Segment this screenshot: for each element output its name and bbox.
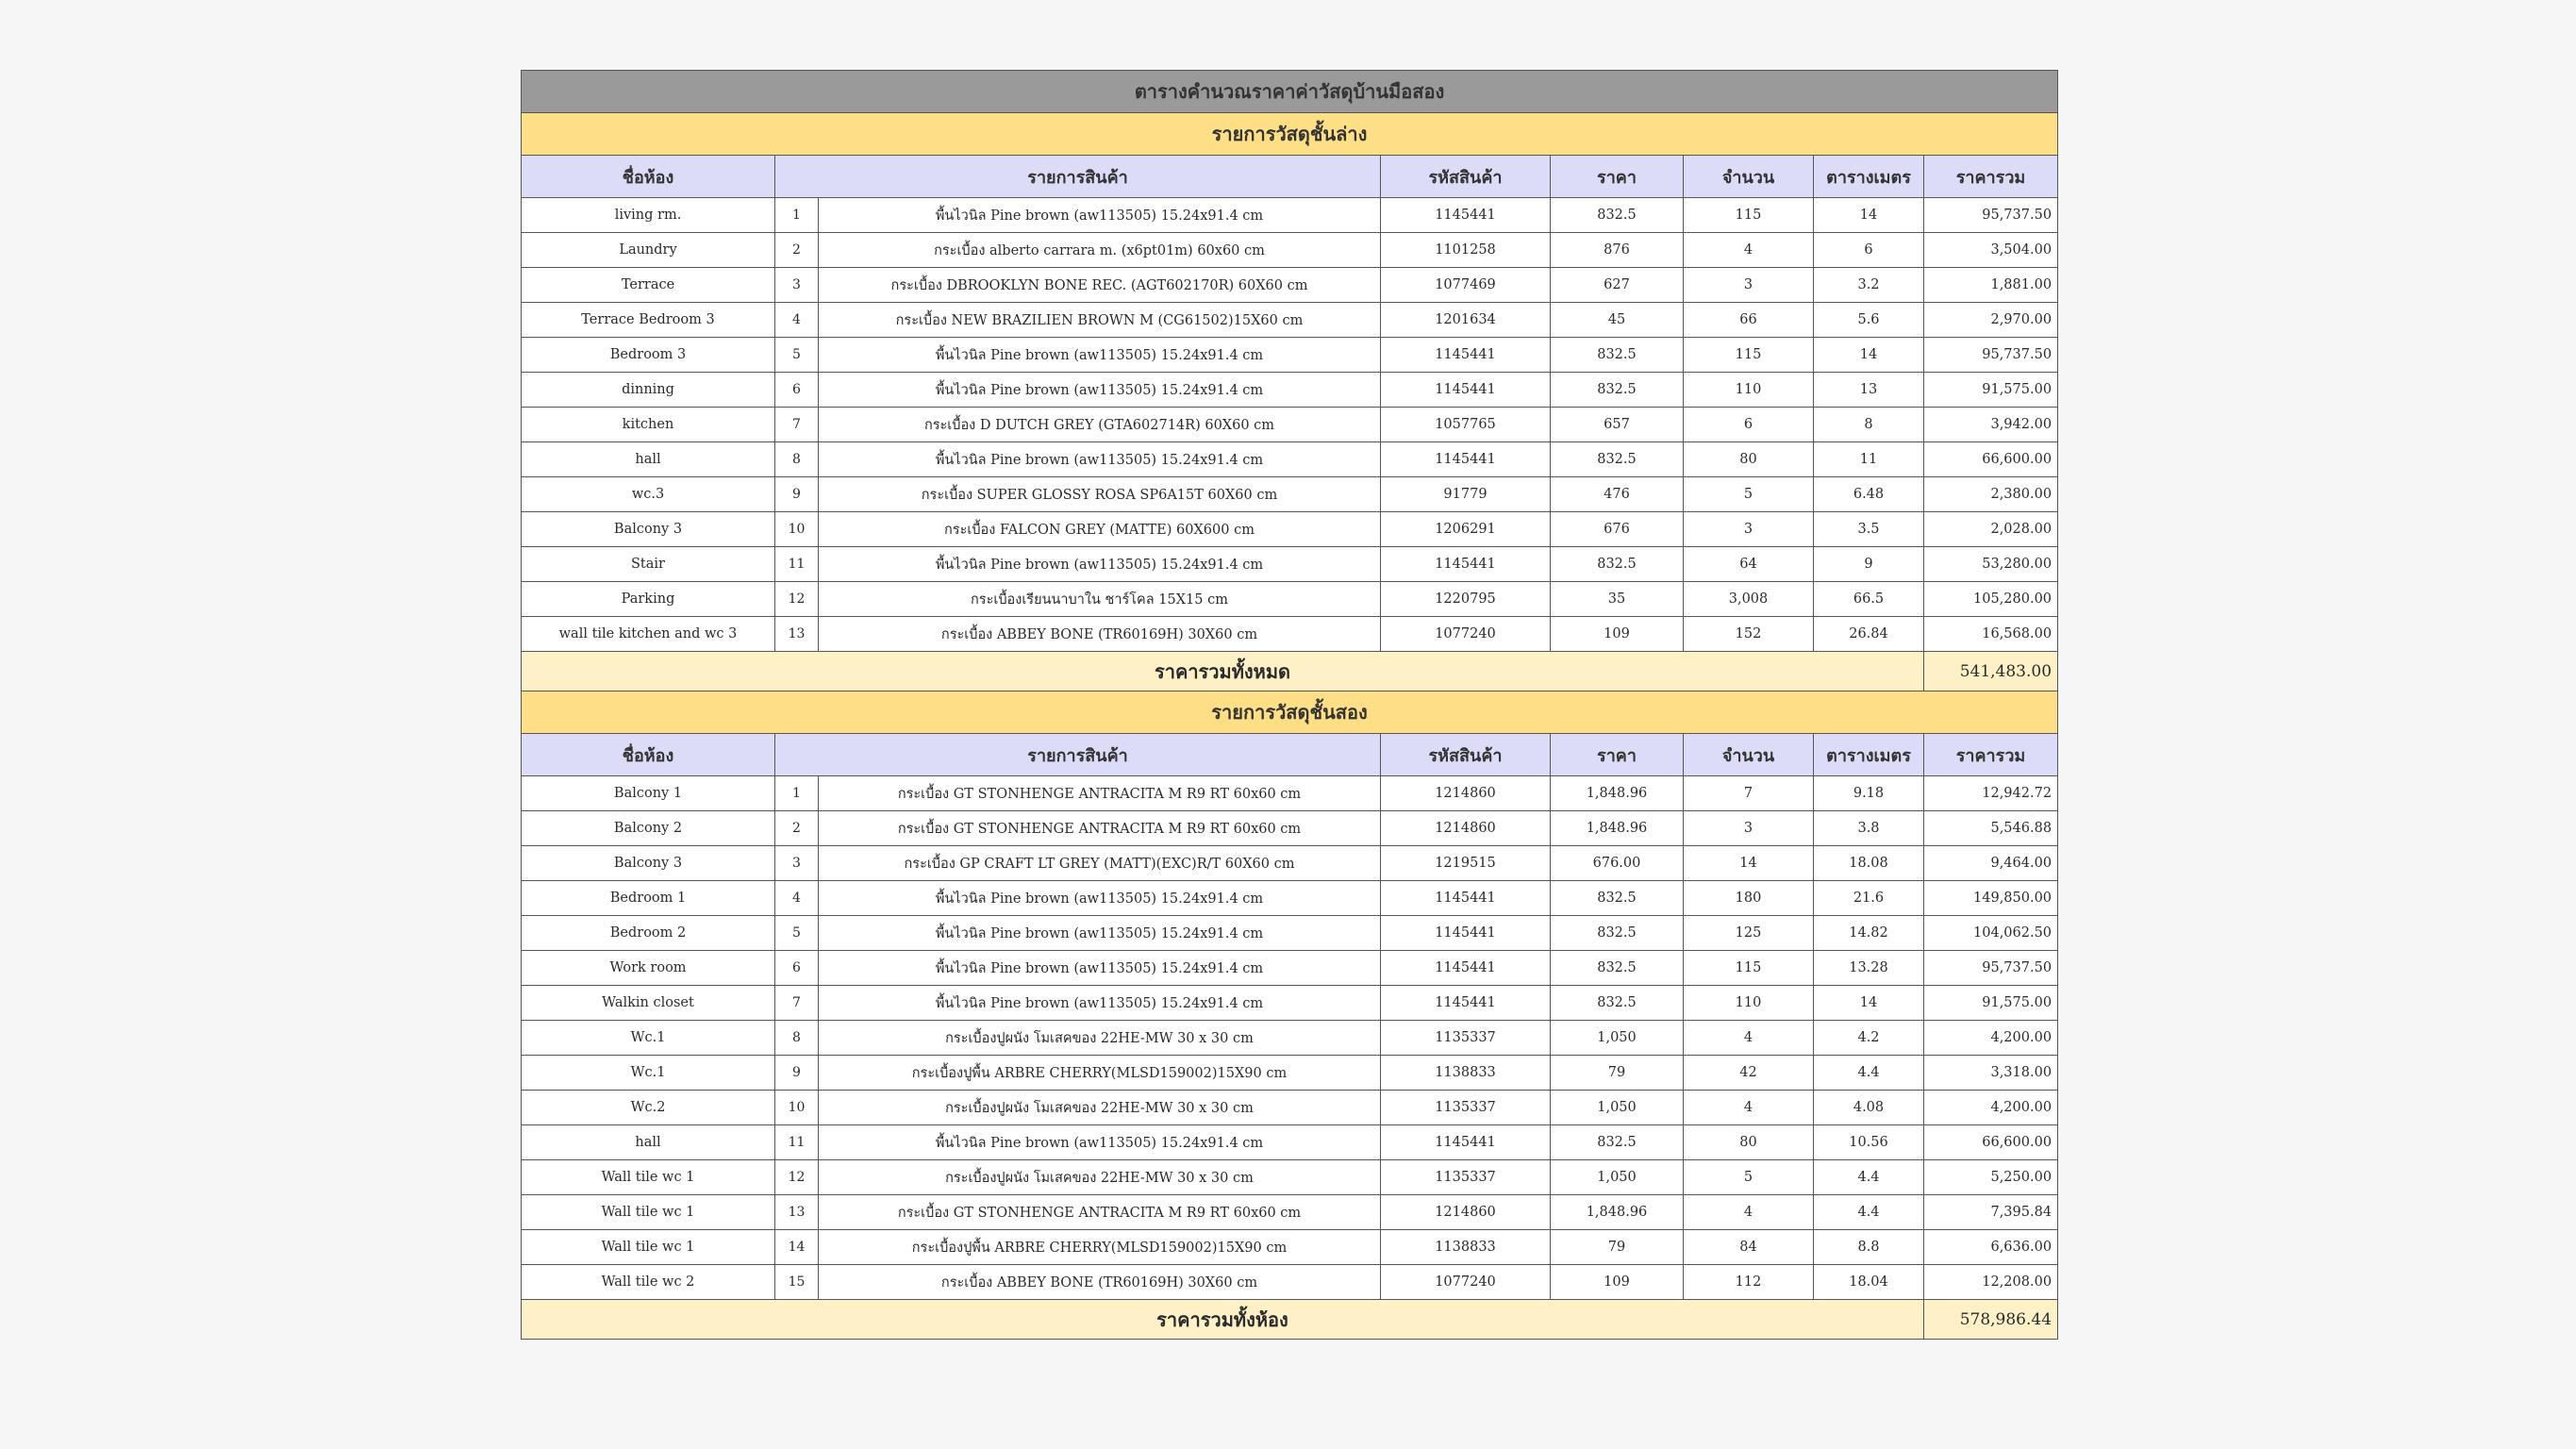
table-row bbox=[522, 1056, 2058, 1091]
qty-cell: 4 bbox=[1684, 233, 1814, 268]
row-number-cell: 8 bbox=[775, 442, 819, 477]
qty-cell: 3 bbox=[1684, 512, 1814, 547]
sum-value: 541,483.00 bbox=[1924, 652, 2058, 691]
product-cell: พื้นไวนิล Pine brown (aw113505) 15.24x91.4 cm bbox=[819, 881, 1381, 916]
price-cell: 832.5 bbox=[1551, 373, 1684, 408]
row-number-cell: 13 bbox=[775, 1195, 819, 1230]
row-number-cell: 3 bbox=[775, 846, 819, 881]
room-cell: Bedroom 2 bbox=[522, 916, 775, 951]
product-cell: กระเบื้องปูผนัง โมเสคของ 22HE-MW 30 x 30 cm bbox=[819, 1021, 1381, 1056]
price-cell: 109 bbox=[1551, 617, 1684, 652]
qty-cell: 115 bbox=[1684, 951, 1814, 986]
row-number-cell: 5 bbox=[775, 338, 819, 373]
row-number-cell: 12 bbox=[775, 582, 819, 617]
sqm-cell: 18.04 bbox=[1814, 1265, 1924, 1300]
qty-cell: 64 bbox=[1684, 547, 1814, 582]
room-cell: kitchen bbox=[522, 408, 775, 442]
total-cell: 12,208.00 bbox=[1924, 1265, 2058, 1300]
product-cell: กระเบื้อง FALCON GREY (MATTE) 60X600 cm bbox=[819, 512, 1381, 547]
row-number-cell: 14 bbox=[775, 1230, 819, 1265]
column-header-product: รายการสินค้า bbox=[775, 156, 1381, 198]
product-cell: กระเบื้อง SUPER GLOSSY ROSA SP6A15T 60X60 cm bbox=[819, 477, 1381, 512]
room-cell: hall bbox=[522, 1125, 775, 1160]
product-cell: พื้นไวนิล Pine brown (aw113505) 15.24x91.4 cm bbox=[819, 951, 1381, 986]
total-cell: 66,600.00 bbox=[1924, 1125, 2058, 1160]
qty-cell: 42 bbox=[1684, 1056, 1814, 1091]
sum-row bbox=[522, 1300, 2058, 1340]
table-row bbox=[522, 1230, 2058, 1265]
row-number-cell: 11 bbox=[775, 1125, 819, 1160]
code-cell: 1206291 bbox=[1381, 512, 1551, 547]
product-cell: กระเบื้อง GT STONHENGE ANTRACITA M R9 RT 60x60 cm bbox=[819, 1195, 1381, 1230]
product-cell: กระเบื้อง alberto carrara m. (x6pt01m) 60x60 cm bbox=[819, 233, 1381, 268]
row-number-cell: 7 bbox=[775, 408, 819, 442]
column-header-sqm: ตารางเมตร bbox=[1814, 156, 1924, 198]
table-row bbox=[522, 303, 2058, 338]
product-cell: พื้นไวนิล Pine brown (aw113505) 15.24x91.4 cm bbox=[819, 338, 1381, 373]
price-cell: 832.5 bbox=[1551, 1125, 1684, 1160]
row-number-cell: 4 bbox=[775, 303, 819, 338]
room-cell: Walkin closet bbox=[522, 986, 775, 1021]
total-cell: 66,600.00 bbox=[1924, 442, 2058, 477]
row-number-cell: 10 bbox=[775, 1091, 819, 1125]
code-cell: 1201634 bbox=[1381, 303, 1551, 338]
table-row bbox=[522, 582, 2058, 617]
qty-cell: 115 bbox=[1684, 338, 1814, 373]
sqm-cell: 5.6 bbox=[1814, 303, 1924, 338]
code-cell: 1077469 bbox=[1381, 268, 1551, 303]
total-cell: 9,464.00 bbox=[1924, 846, 2058, 881]
code-cell: 1214860 bbox=[1381, 1195, 1551, 1230]
table-row bbox=[522, 512, 2058, 547]
qty-cell: 180 bbox=[1684, 881, 1814, 916]
column-header-qty: จำนวน bbox=[1684, 734, 1814, 776]
total-cell: 95,737.50 bbox=[1924, 951, 2058, 986]
sum-value: 578,986.44 bbox=[1924, 1300, 2058, 1340]
price-cell: 832.5 bbox=[1551, 881, 1684, 916]
sqm-cell: 9.18 bbox=[1814, 776, 1924, 811]
sqm-cell: 13.28 bbox=[1814, 951, 1924, 986]
column-header-price: ราคา bbox=[1551, 734, 1684, 776]
code-cell: 1057765 bbox=[1381, 408, 1551, 442]
qty-cell: 4 bbox=[1684, 1091, 1814, 1125]
qty-cell: 110 bbox=[1684, 373, 1814, 408]
ground-floor-section bbox=[522, 113, 2058, 691]
sqm-cell: 3.8 bbox=[1814, 811, 1924, 846]
qty-cell: 80 bbox=[1684, 1125, 1814, 1160]
product-cell: กระเบื้อง GT STONHENGE ANTRACITA M R9 RT 60x60 cm bbox=[819, 811, 1381, 846]
row-number-cell: 1 bbox=[775, 776, 819, 811]
qty-cell: 125 bbox=[1684, 916, 1814, 951]
code-cell: 1145441 bbox=[1381, 373, 1551, 408]
total-cell: 16,568.00 bbox=[1924, 617, 2058, 652]
code-cell: 1214860 bbox=[1381, 776, 1551, 811]
column-header-code: รหัสสินค้า bbox=[1381, 156, 1551, 198]
sqm-cell: 14.82 bbox=[1814, 916, 1924, 951]
sqm-cell: 4.4 bbox=[1814, 1195, 1924, 1230]
row-number-cell: 12 bbox=[775, 1160, 819, 1195]
qty-cell: 6 bbox=[1684, 408, 1814, 442]
table-row bbox=[522, 986, 2058, 1021]
qty-cell: 115 bbox=[1684, 198, 1814, 233]
room-cell: Wc.1 bbox=[522, 1021, 775, 1056]
price-cell: 1,050 bbox=[1551, 1021, 1684, 1056]
column-header-room: ชื่อห้อง bbox=[522, 734, 775, 776]
room-cell: Balcony 1 bbox=[522, 776, 775, 811]
room-cell: Balcony 3 bbox=[522, 512, 775, 547]
sqm-cell: 4.2 bbox=[1814, 1021, 1924, 1056]
code-cell: 1101258 bbox=[1381, 233, 1551, 268]
price-cell: 832.5 bbox=[1551, 547, 1684, 582]
qty-cell: 7 bbox=[1684, 776, 1814, 811]
code-cell: 1145441 bbox=[1381, 198, 1551, 233]
row-number-cell: 13 bbox=[775, 617, 819, 652]
total-cell: 2,028.00 bbox=[1924, 512, 2058, 547]
qty-cell: 112 bbox=[1684, 1265, 1814, 1300]
product-cell: กระเบื้องปูผนัง โมเสคของ 22HE-MW 30 x 30 cm bbox=[819, 1160, 1381, 1195]
sum-row bbox=[522, 652, 2058, 691]
row-number-cell: 5 bbox=[775, 916, 819, 951]
total-cell: 2,970.00 bbox=[1924, 303, 2058, 338]
total-cell: 53,280.00 bbox=[1924, 547, 2058, 582]
code-cell: 1135337 bbox=[1381, 1091, 1551, 1125]
total-cell: 104,062.50 bbox=[1924, 916, 2058, 951]
product-cell: กระเบื้อง GT STONHENGE ANTRACITA M R9 RT 60x60 cm bbox=[819, 776, 1381, 811]
room-cell: Wall tile wc 1 bbox=[522, 1160, 775, 1195]
table-row bbox=[522, 1091, 2058, 1125]
code-cell: 1145441 bbox=[1381, 986, 1551, 1021]
column-header-code: รหัสสินค้า bbox=[1381, 734, 1551, 776]
room-cell: Terrace bbox=[522, 268, 775, 303]
column-header-product: รายการสินค้า bbox=[775, 734, 1381, 776]
total-cell: 105,280.00 bbox=[1924, 582, 2058, 617]
row-number-cell: 9 bbox=[775, 477, 819, 512]
room-cell: Work room bbox=[522, 951, 775, 986]
code-cell: 1214860 bbox=[1381, 811, 1551, 846]
row-number-cell: 11 bbox=[775, 547, 819, 582]
sqm-cell: 26.84 bbox=[1814, 617, 1924, 652]
room-cell: Wc.2 bbox=[522, 1091, 775, 1125]
price-cell: 1,848.96 bbox=[1551, 811, 1684, 846]
qty-cell: 14 bbox=[1684, 846, 1814, 881]
row-number-cell: 1 bbox=[775, 198, 819, 233]
room-cell: Balcony 3 bbox=[522, 846, 775, 881]
code-cell: 1138833 bbox=[1381, 1056, 1551, 1091]
table-row bbox=[522, 951, 2058, 986]
qty-cell: 66 bbox=[1684, 303, 1814, 338]
price-cell: 35 bbox=[1551, 582, 1684, 617]
code-cell: 1145441 bbox=[1381, 916, 1551, 951]
code-cell: 1145441 bbox=[1381, 338, 1551, 373]
product-cell: พื้นไวนิล Pine brown (aw113505) 15.24x91.4 cm bbox=[819, 986, 1381, 1021]
room-cell: living rm. bbox=[522, 198, 775, 233]
total-cell: 91,575.00 bbox=[1924, 986, 2058, 1021]
total-cell: 6,636.00 bbox=[1924, 1230, 2058, 1265]
room-cell: hall bbox=[522, 442, 775, 477]
column-header-sqm: ตารางเมตร bbox=[1814, 734, 1924, 776]
row-number-cell: 9 bbox=[775, 1056, 819, 1091]
table-row bbox=[522, 442, 2058, 477]
total-cell: 4,200.00 bbox=[1924, 1021, 2058, 1056]
sqm-cell: 4.4 bbox=[1814, 1056, 1924, 1091]
product-cell: กระเบื้อง D DUTCH GREY (GTA602714R) 60X60 cm bbox=[819, 408, 1381, 442]
product-cell: กระเบื้องปูพื้น ARBRE CHERRY(MLSD159002)15X90 cm bbox=[819, 1056, 1381, 1091]
total-cell: 95,737.50 bbox=[1924, 338, 2058, 373]
sqm-cell: 4.08 bbox=[1814, 1091, 1924, 1125]
table-row bbox=[522, 1195, 2058, 1230]
sqm-cell: 6.48 bbox=[1814, 477, 1924, 512]
row-number-cell: 3 bbox=[775, 268, 819, 303]
price-cell: 45 bbox=[1551, 303, 1684, 338]
code-cell: 1135337 bbox=[1381, 1021, 1551, 1056]
row-number-cell: 10 bbox=[775, 512, 819, 547]
product-cell: กระเบื้อง ABBEY BONE (TR60169H) 30X60 cm bbox=[819, 617, 1381, 652]
price-cell: 832.5 bbox=[1551, 951, 1684, 986]
row-number-cell: 8 bbox=[775, 1021, 819, 1056]
row-number-cell: 6 bbox=[775, 951, 819, 986]
price-cell: 676.00 bbox=[1551, 846, 1684, 881]
section-heading: รายการวัสดุชั้นล่าง bbox=[522, 113, 2058, 156]
price-cell: 657 bbox=[1551, 408, 1684, 442]
sqm-cell: 4.4 bbox=[1814, 1160, 1924, 1195]
qty-cell: 110 bbox=[1684, 986, 1814, 1021]
table-row bbox=[522, 1125, 2058, 1160]
room-cell: Stair bbox=[522, 547, 775, 582]
table-row bbox=[522, 233, 2058, 268]
qty-cell: 3 bbox=[1684, 811, 1814, 846]
table-row bbox=[522, 617, 2058, 652]
code-cell: 1077240 bbox=[1381, 617, 1551, 652]
sqm-cell: 8.8 bbox=[1814, 1230, 1924, 1265]
qty-cell: 5 bbox=[1684, 1160, 1814, 1195]
code-cell: 1135337 bbox=[1381, 1160, 1551, 1195]
sqm-cell: 14 bbox=[1814, 986, 1924, 1021]
room-cell: Bedroom 1 bbox=[522, 881, 775, 916]
price-cell: 109 bbox=[1551, 1265, 1684, 1300]
qty-cell: 152 bbox=[1684, 617, 1814, 652]
code-cell: 1145441 bbox=[1381, 442, 1551, 477]
room-cell: Laundry bbox=[522, 233, 775, 268]
product-cell: กระเบื้อง GP CRAFT LT GREY (MATT)(EXC)R/T 60X60 cm bbox=[819, 846, 1381, 881]
table-row bbox=[522, 1265, 2058, 1300]
product-cell: กระเบื้อง NEW BRAZILIEN BROWN M (CG61502)15X60 cm bbox=[819, 303, 1381, 338]
sqm-cell: 3.5 bbox=[1814, 512, 1924, 547]
code-cell: 1145441 bbox=[1381, 951, 1551, 986]
qty-cell: 4 bbox=[1684, 1021, 1814, 1056]
price-cell: 832.5 bbox=[1551, 338, 1684, 373]
table-row bbox=[522, 881, 2058, 916]
room-cell: Wall tile wc 1 bbox=[522, 1230, 775, 1265]
table-row bbox=[522, 1160, 2058, 1195]
sqm-cell: 3.2 bbox=[1814, 268, 1924, 303]
room-cell: Terrace Bedroom 3 bbox=[522, 303, 775, 338]
table-row bbox=[522, 776, 2058, 811]
total-cell: 2,380.00 bbox=[1924, 477, 2058, 512]
price-cell: 832.5 bbox=[1551, 442, 1684, 477]
row-number-cell: 6 bbox=[775, 373, 819, 408]
sqm-cell: 21.6 bbox=[1814, 881, 1924, 916]
table-row bbox=[522, 408, 2058, 442]
row-number-cell: 4 bbox=[775, 881, 819, 916]
qty-cell: 84 bbox=[1684, 1230, 1814, 1265]
code-cell: 1220795 bbox=[1381, 582, 1551, 617]
sum-label: ราคารวมทั้งห้อง bbox=[522, 1300, 1924, 1340]
product-cell: พื้นไวนิล Pine brown (aw113505) 15.24x91.4 cm bbox=[819, 1125, 1381, 1160]
row-number-cell: 2 bbox=[775, 233, 819, 268]
row-number-cell: 2 bbox=[775, 811, 819, 846]
price-cell: 832.5 bbox=[1551, 198, 1684, 233]
column-header-qty: จำนวน bbox=[1684, 156, 1814, 198]
price-cell: 832.5 bbox=[1551, 986, 1684, 1021]
product-cell: กระเบื้อง DBROOKLYN BONE REC. (AGT602170R) 60X60 cm bbox=[819, 268, 1381, 303]
total-cell: 4,200.00 bbox=[1924, 1091, 2058, 1125]
table-row bbox=[522, 846, 2058, 881]
material-cost-table bbox=[521, 70, 2058, 1340]
product-cell: กระเบื้องปูผนัง โมเสคของ 22HE-MW 30 x 30 cm bbox=[819, 1091, 1381, 1125]
column-header-price: ราคา bbox=[1551, 156, 1684, 198]
product-cell: พื้นไวนิล Pine brown (aw113505) 15.24x91.4 cm bbox=[819, 442, 1381, 477]
table-row bbox=[522, 338, 2058, 373]
table-row bbox=[522, 198, 2058, 233]
price-cell: 1,050 bbox=[1551, 1160, 1684, 1195]
sqm-cell: 9 bbox=[1814, 547, 1924, 582]
price-cell: 1,848.96 bbox=[1551, 776, 1684, 811]
price-cell: 79 bbox=[1551, 1056, 1684, 1091]
table-row bbox=[522, 477, 2058, 512]
product-cell: พื้นไวนิล Pine brown (aw113505) 15.24x91.4 cm bbox=[819, 198, 1381, 233]
total-cell: 7,395.84 bbox=[1924, 1195, 2058, 1230]
room-cell: Balcony 2 bbox=[522, 811, 775, 846]
room-cell: dinning bbox=[522, 373, 775, 408]
sqm-cell: 8 bbox=[1814, 408, 1924, 442]
total-cell: 3,504.00 bbox=[1924, 233, 2058, 268]
code-cell: 1138833 bbox=[1381, 1230, 1551, 1265]
price-cell: 476 bbox=[1551, 477, 1684, 512]
price-cell: 676 bbox=[1551, 512, 1684, 547]
qty-cell: 80 bbox=[1684, 442, 1814, 477]
second-floor-section bbox=[522, 691, 2058, 1340]
total-cell: 91,575.00 bbox=[1924, 373, 2058, 408]
table-row bbox=[522, 373, 2058, 408]
product-cell: พื้นไวนิล Pine brown (aw113505) 15.24x91.4 cm bbox=[819, 547, 1381, 582]
total-cell: 95,737.50 bbox=[1924, 198, 2058, 233]
sqm-cell: 14 bbox=[1814, 338, 1924, 373]
code-cell: 1145441 bbox=[1381, 547, 1551, 582]
column-header-total: ราคารวม bbox=[1924, 734, 2058, 776]
product-cell: พื้นไวนิล Pine brown (aw113505) 15.24x91.4 cm bbox=[819, 916, 1381, 951]
total-cell: 149,850.00 bbox=[1924, 881, 2058, 916]
table-row bbox=[522, 916, 2058, 951]
product-cell: พื้นไวนิล Pine brown (aw113505) 15.24x91.4 cm bbox=[819, 373, 1381, 408]
price-cell: 1,848.96 bbox=[1551, 1195, 1684, 1230]
room-cell: Wall tile wc 2 bbox=[522, 1265, 775, 1300]
qty-cell: 5 bbox=[1684, 477, 1814, 512]
product-cell: กระเบื้องปูพื้น ARBRE CHERRY(MLSD159002)15X90 cm bbox=[819, 1230, 1381, 1265]
product-cell: กระเบื้องเรียนนาบาใน ชาร์โคล 15X15 cm bbox=[819, 582, 1381, 617]
room-cell: Wall tile wc 1 bbox=[522, 1195, 775, 1230]
total-cell: 1,881.00 bbox=[1924, 268, 2058, 303]
section-heading: รายการวัสดุชั้นสอง bbox=[522, 691, 2058, 734]
total-cell: 3,318.00 bbox=[1924, 1056, 2058, 1091]
total-cell: 3,942.00 bbox=[1924, 408, 2058, 442]
table-row bbox=[522, 547, 2058, 582]
total-cell: 5,250.00 bbox=[1924, 1160, 2058, 1195]
sqm-cell: 10.56 bbox=[1814, 1125, 1924, 1160]
room-cell: Wc.1 bbox=[522, 1056, 775, 1091]
qty-cell: 4 bbox=[1684, 1195, 1814, 1230]
code-cell: 1219515 bbox=[1381, 846, 1551, 881]
sqm-cell: 13 bbox=[1814, 373, 1924, 408]
price-cell: 627 bbox=[1551, 268, 1684, 303]
price-cell: 876 bbox=[1551, 233, 1684, 268]
room-cell: wall tile kitchen and wc 3 bbox=[522, 617, 775, 652]
sheet-title: ตารางคำนวณราคาค่าวัสดุบ้านมือสอง bbox=[522, 71, 2058, 113]
sqm-cell: 14 bbox=[1814, 198, 1924, 233]
product-cell: กระเบื้อง ABBEY BONE (TR60169H) 30X60 cm bbox=[819, 1265, 1381, 1300]
sqm-cell: 66.5 bbox=[1814, 582, 1924, 617]
sqm-cell: 18.08 bbox=[1814, 846, 1924, 881]
table-row bbox=[522, 811, 2058, 846]
code-cell: 1145441 bbox=[1381, 1125, 1551, 1160]
qty-cell: 3 bbox=[1684, 268, 1814, 303]
table-row bbox=[522, 1021, 2058, 1056]
price-cell: 1,050 bbox=[1551, 1091, 1684, 1125]
code-cell: 91779 bbox=[1381, 477, 1551, 512]
table-row bbox=[522, 268, 2058, 303]
price-cell: 832.5 bbox=[1551, 916, 1684, 951]
row-number-cell: 15 bbox=[775, 1265, 819, 1300]
total-cell: 5,546.88 bbox=[1924, 811, 2058, 846]
room-cell: wc.3 bbox=[522, 477, 775, 512]
total-cell: 12,942.72 bbox=[1924, 776, 2058, 811]
code-cell: 1145441 bbox=[1381, 881, 1551, 916]
qty-cell: 3,008 bbox=[1684, 582, 1814, 617]
price-cell: 79 bbox=[1551, 1230, 1684, 1265]
sum-label: ราคารวมทั้งหมด bbox=[522, 652, 1924, 691]
sqm-cell: 11 bbox=[1814, 442, 1924, 477]
room-cell: Bedroom 3 bbox=[522, 338, 775, 373]
sqm-cell: 6 bbox=[1814, 233, 1924, 268]
column-header-room: ชื่อห้อง bbox=[522, 156, 775, 198]
room-cell: Parking bbox=[522, 582, 775, 617]
code-cell: 1077240 bbox=[1381, 1265, 1551, 1300]
row-number-cell: 7 bbox=[775, 986, 819, 1021]
column-header-total: ราคารวม bbox=[1924, 156, 2058, 198]
